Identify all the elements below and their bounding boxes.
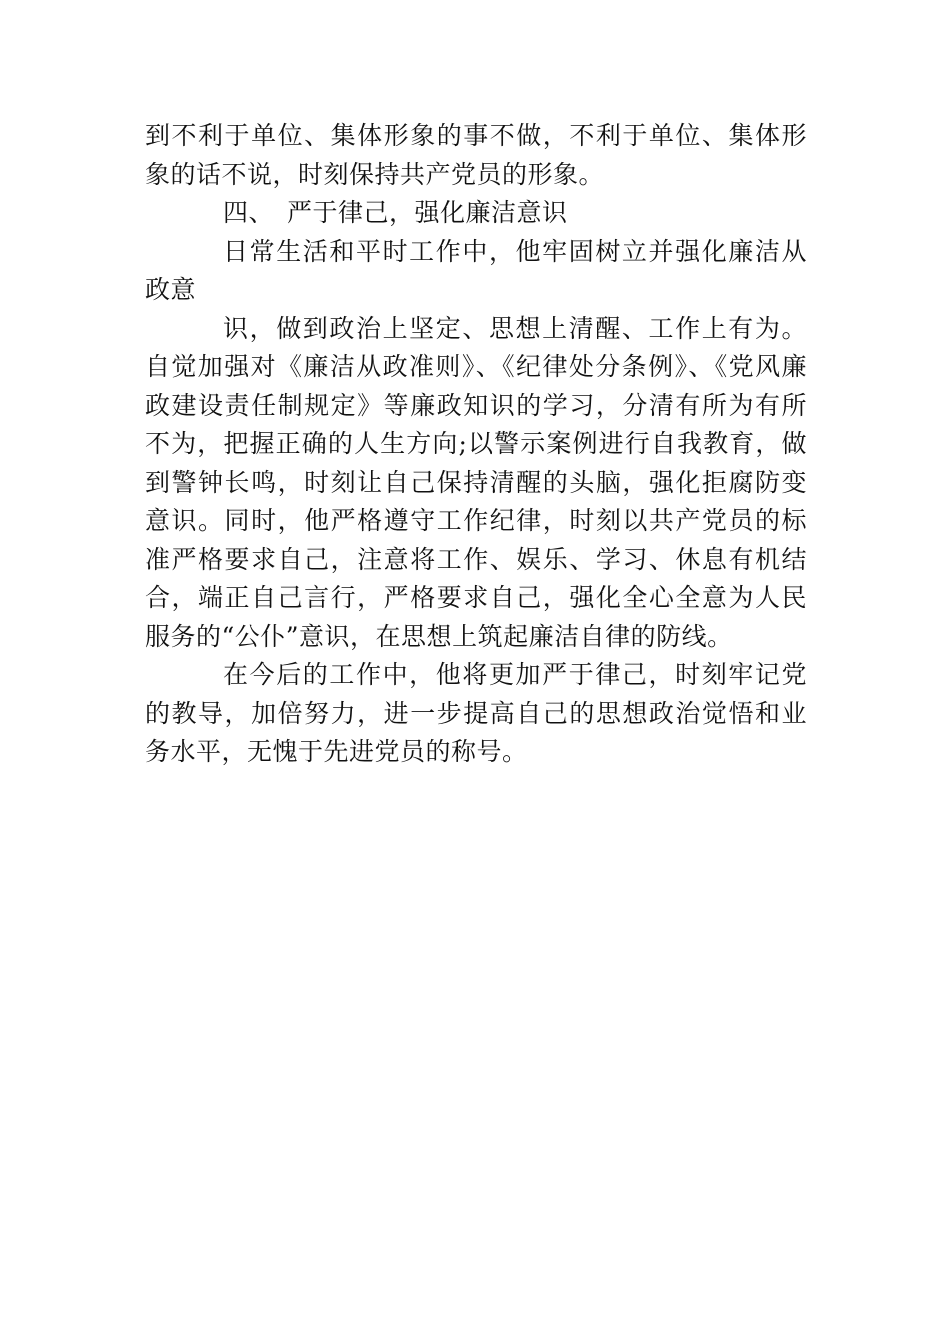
body-text [145, 117, 807, 772]
paragraph-continuation: 到不利于单位、集体形象的事不做，不利于单位、集体形象的话不说，时刻保持共产党员的形象。 [145, 121, 807, 189]
paragraph: 识，做到政治上坚定、思想上清醒、工作上有为。自觉加强对《廉洁从政准则》、《纪律处分条例》、《党风廉政建设责任制规定》等廉政知识的学习，分清有所为有所不为，把握正确的人生方向;以警示案例进行自我教育，做到警钟长鸣，时刻让自己保持清醒的头脑，强化拒腐防变意识。同时，他严格遵守工作纪律，时刻以共产党员的标准严格要求自己，注意将工作、娱乐、学习、休息有机结合，端正自己言行，严格要求自己，强化全心全意为人民服务的“公仆”意识，在思想上筑起廉洁自律的防线。 [145, 313, 807, 651]
paragraph: 日常生活和平时工作中，他牢固树立并强化廉洁从政意 [145, 236, 807, 304]
section-heading: 四、 严于律己，强化廉洁意识 [223, 198, 568, 227]
paragraph: 在今后的工作中，他将更加严于律己，时刻牢记党的教导，加倍努力，进一步提高自己的思想政治觉悟和业务水平，无愧于先进党员的称号。 [145, 660, 807, 766]
